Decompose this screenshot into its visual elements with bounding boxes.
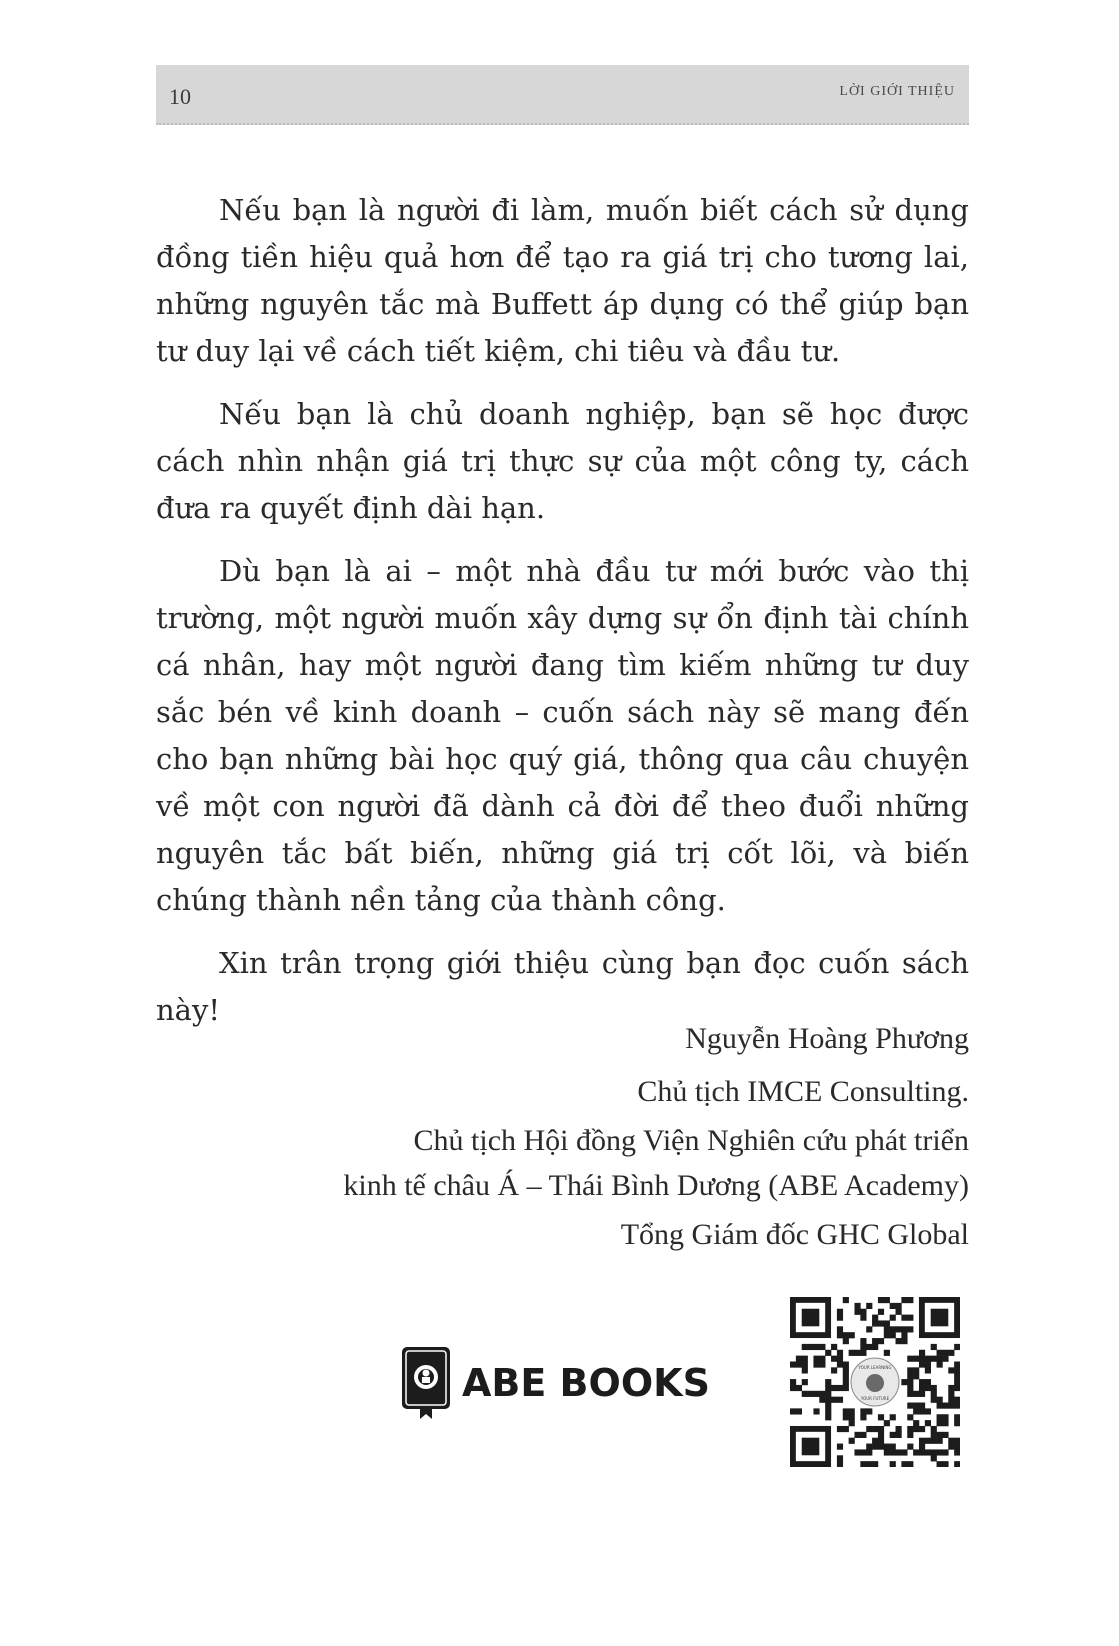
page-header xyxy=(156,65,969,125)
author-title-3: Tổng Giám đốc GHC Global xyxy=(620,1218,969,1251)
qr-emblem-text: YOUR LEARNING xyxy=(858,1365,892,1370)
paragraph-4: Xin trân trọng giới thiệu cùng bạn đọc cuốn sách này! xyxy=(156,946,969,1027)
book-emblem-icon xyxy=(400,1345,452,1421)
paragraph-3: Dù bạn là ai – một nhà đầu tư mới bước vào thị trường, một người muốn xây dựng sự ổn định tài chính cá nhân, hay một người đang tìm kiếm những tư duy sắc bén về kinh doanh – cuốn sách này sẽ mang đến cho bạn những bài học quý giá, thông qua câu chuyện về một con người đã dành cả đời để theo đuổi những nguyên tắc bất biến, những giá trị cốt lõi, và biến chúng thành nền tảng của thành công. xyxy=(156,554,969,917)
paragraph-2: Nếu bạn là chủ doanh nghiệp, bạn sẽ học được cách nhìn nhận giá trị thực sự của một công ty, cách đưa ra quyết định dài hạn. xyxy=(156,397,969,525)
author-name: Nguyễn Hoàng Phương xyxy=(685,1022,969,1055)
author-title-1: Chủ tịch IMCE Consulting. xyxy=(637,1075,969,1108)
logo-text: ABE BOOKS xyxy=(462,1361,710,1405)
page-number: 10 xyxy=(169,84,191,109)
body-text xyxy=(156,187,969,1050)
qr-code xyxy=(790,1297,960,1467)
author-title-2a: Chủ tịch Hội đồng Viện Nghiên cứu phát triển xyxy=(413,1124,969,1157)
paragraph-1: Nếu bạn là người đi làm, muốn biết cách sử dụng đồng tiền hiệu quả hơn để tạo ra giá trị cho tương lai, những nguyên tắc mà Buffett áp dụng có thể giúp bạn tư duy lại về cách tiết kiệm, chi tiêu và đầu tư. xyxy=(156,193,969,368)
running-head: LỜI GIỚI THIỆU xyxy=(839,84,955,99)
qr-emblem-text: YOUR FUTURE xyxy=(860,1396,890,1401)
signature-block xyxy=(343,1012,969,1261)
abe-books-logo xyxy=(400,1343,710,1423)
author-title-2b: kinh tế châu Á – Thái Bình Dương (ABE Academy) xyxy=(343,1169,969,1202)
